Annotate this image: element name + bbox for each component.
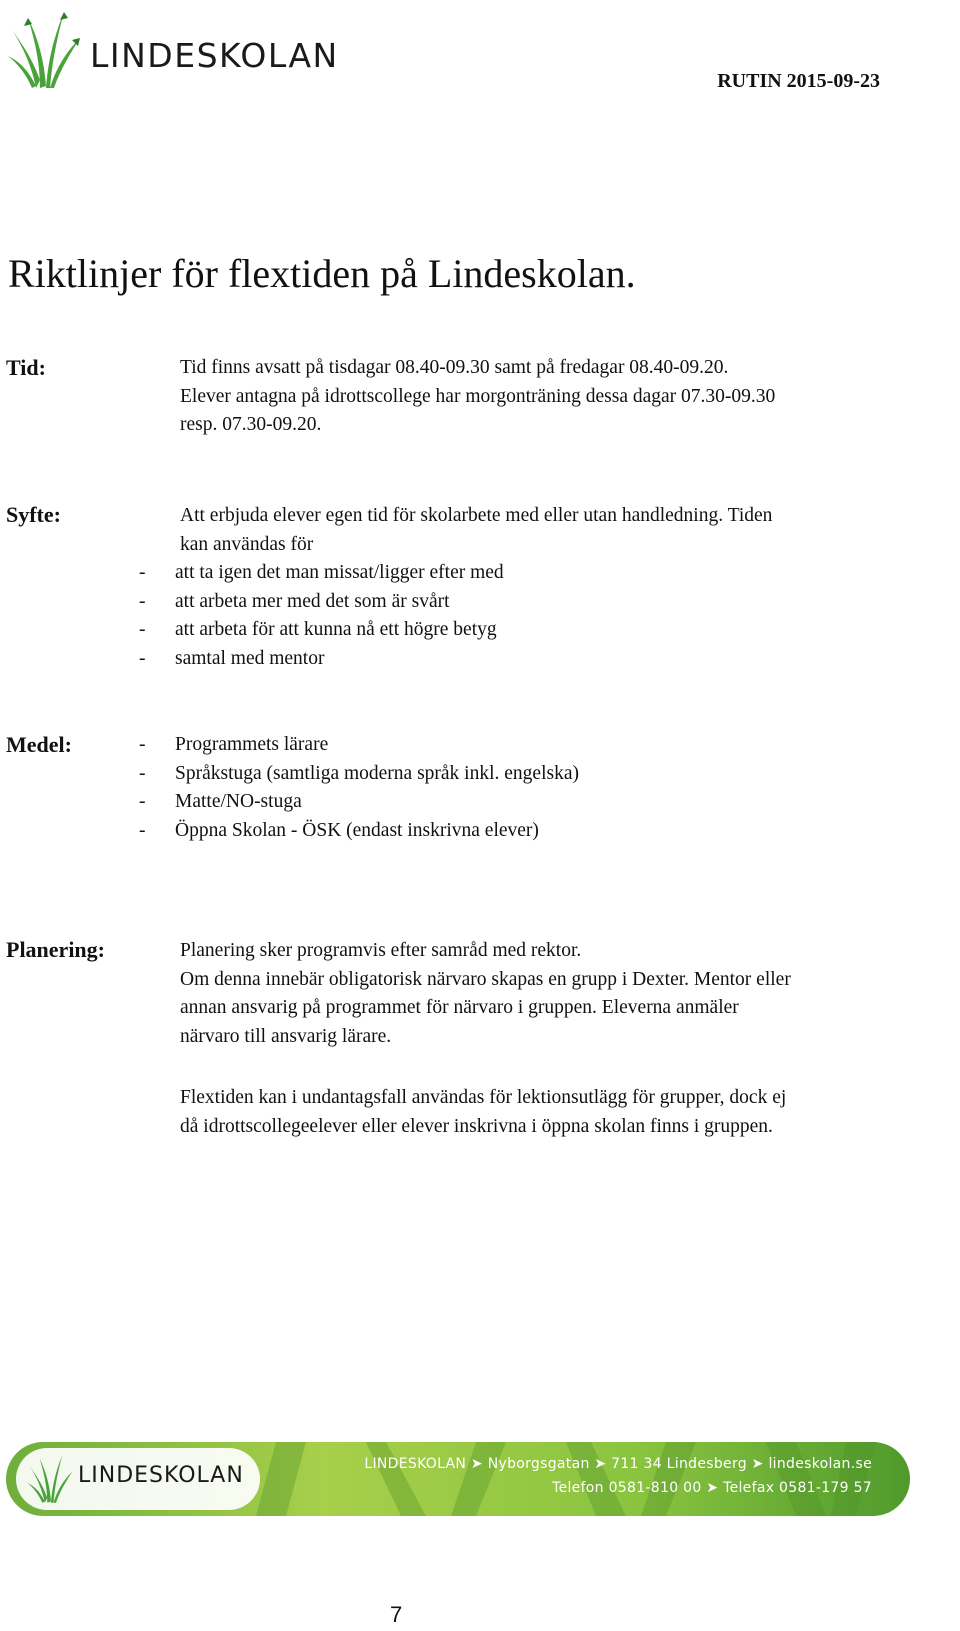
- bullet-dash: -: [139, 562, 146, 583]
- document-title: Riktlinjer för flextiden på Lindeskolan.: [8, 251, 636, 296]
- section-label-planering: Planering:: [6, 937, 105, 962]
- text-line: Om denna innebär obligatorisk närvaro skapas en grupp i Dexter. Mentor eller: [180, 968, 791, 990]
- section-text-planering-2: [180, 1084, 786, 1141]
- section-label-medel: Medel:: [6, 732, 72, 757]
- text-line: då idrottscollegeelever eller elever inskrivna i öppna skolan finns i gruppen.: [180, 1115, 773, 1137]
- text-line: annan ansvarig på programmet för närvaro i gruppen. Eleverna anmäler: [180, 997, 739, 1018]
- text-line: Planering sker programvis efter samråd med rektor.: [180, 940, 582, 961]
- footer-logo-wordmark: LINDESKOLAN: [78, 1463, 244, 1488]
- list-item-text: Matte/NO-stuga: [175, 791, 302, 812]
- list-item: [139, 645, 504, 674]
- bullet-dash: -: [139, 819, 146, 841]
- footer-address-line: LINDESKOLAN ➤ Nyborgsgatan ➤ 711 34 Lindesberg ➤ lindeskolan.se: [364, 1456, 872, 1472]
- syfte-bullet-list: [139, 559, 504, 673]
- list-item: [139, 588, 504, 617]
- bullet-dash: -: [139, 734, 146, 755]
- section-text-syfte: [180, 502, 772, 559]
- list-item-text: att ta igen det man missat/ligger efter med: [175, 562, 504, 583]
- grass-logo-icon: [26, 1451, 76, 1507]
- bullet-dash: -: [139, 791, 146, 812]
- list-item: [139, 731, 579, 760]
- section-text-tid: [180, 354, 775, 440]
- text-line: Elever antagna på idrottscollege har morgonträning dessa dagar 07.30-09.30: [180, 385, 776, 407]
- list-item-text: att arbeta för att kunna nå ett högre betyg: [175, 619, 497, 640]
- list-item-text: Öppna Skolan - ÖSK (endast inskrivna elever): [175, 819, 539, 841]
- list-item-text: samtal med mentor: [175, 647, 325, 669]
- footer-logo: [16, 1448, 260, 1510]
- logo-wordmark: LINDESKOLAN: [90, 36, 339, 75]
- list-item: [139, 559, 504, 588]
- list-item: [139, 760, 579, 789]
- grass-logo-icon: [6, 8, 86, 92]
- text-line: Flextiden kan i undantagsfall användas för lektionsutlägg för grupper, dock ej: [180, 1087, 787, 1108]
- medel-bullet-list: [139, 731, 579, 845]
- bullet-dash: -: [139, 590, 146, 612]
- section-label-syfte: Syfte:: [6, 502, 61, 527]
- footer-phone-line: Telefon 0581-810 00 ➤ Telefax 0581-179 57: [552, 1480, 872, 1496]
- lindeskolan-logo: [6, 8, 376, 92]
- text-line: resp. 07.30-09.20.: [180, 414, 322, 435]
- list-item-text: Språkstuga (samtliga moderna språk inkl. engelska): [175, 762, 579, 784]
- section-label-tid: Tid:: [6, 355, 46, 380]
- routine-date-label: RUTIN 2015-09-23: [717, 70, 880, 92]
- text-line: Tid finns avsatt på tisdagar 08.40-09.30 samt på fredagar 08.40-09.20.: [180, 357, 729, 378]
- bullet-dash: -: [139, 647, 146, 669]
- text-line: Att erbjuda elever egen tid för skolarbete med eller utan handledning. Tiden: [180, 505, 773, 526]
- bullet-dash: -: [139, 619, 146, 640]
- list-item-text: att arbeta mer med det som är svårt: [175, 590, 450, 612]
- text-line: kan användas för: [180, 533, 314, 555]
- page-number: 7: [390, 1602, 403, 1627]
- text-line: närvaro till ansvarig lärare.: [180, 1025, 392, 1047]
- list-item: [139, 788, 579, 817]
- list-item-text: Programmets lärare: [175, 734, 329, 755]
- list-item: [139, 817, 579, 846]
- section-text-planering: [180, 937, 791, 1051]
- list-item: [139, 616, 504, 645]
- bullet-dash: -: [139, 762, 146, 784]
- footer-banner: [6, 1442, 910, 1516]
